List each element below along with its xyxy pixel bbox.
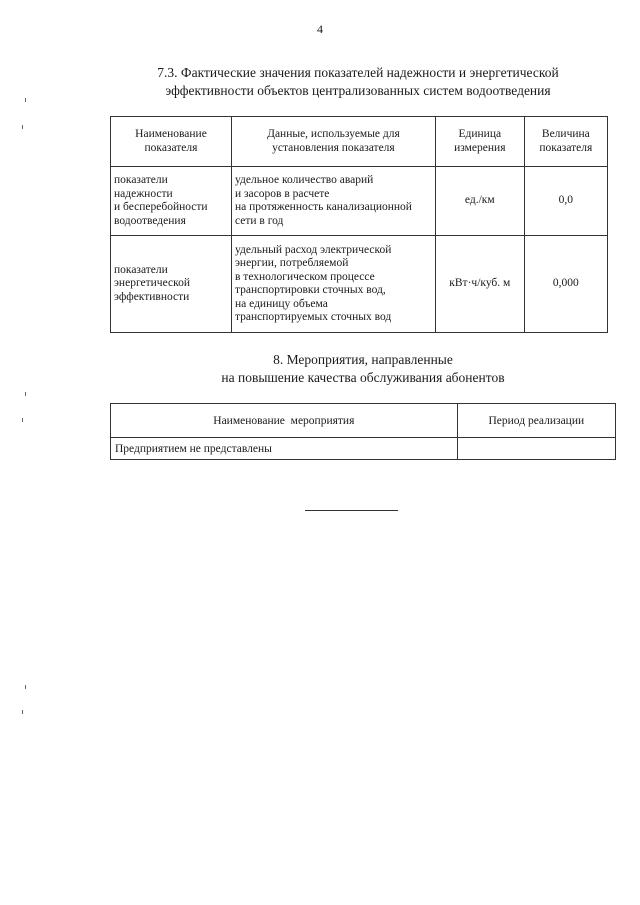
section-8-title-line-1: 8. Мероприятия, направленные	[273, 352, 453, 367]
source-data-cell	[231, 236, 435, 333]
source-data-line: и засоров в расчете	[234, 187, 330, 200]
unit-cell: кВт·ч/куб. м	[435, 236, 524, 333]
source-data-line: удельное количество аварий	[234, 174, 374, 186]
scan-margin-mark	[22, 418, 23, 422]
source-data-line: транспортируемых сточных вод	[234, 311, 392, 323]
section-7-3-title	[110, 64, 606, 100]
scan-margin-mark	[22, 125, 23, 129]
header-measure-name: Наименование мероприятия	[111, 404, 458, 438]
header-indicator-name	[111, 117, 232, 167]
scan-margin-mark	[25, 685, 26, 689]
section-8-title-line-2: на повышение качества обслуживания абонентов	[221, 370, 505, 385]
page-number: 4	[317, 22, 323, 36]
header-unit-line: Единица	[458, 128, 502, 140]
indicators-table	[110, 116, 608, 333]
scan-margin-mark	[22, 710, 23, 714]
header-indicator-name-line: показателя	[144, 141, 198, 154]
indicator-name-cell	[111, 236, 232, 333]
source-data-line: энергии, потребляемой	[234, 257, 349, 269]
header-unit-line: измерения	[454, 141, 506, 154]
header-value-line: показателя	[539, 141, 593, 154]
section-7-3-title-line-2: эффективности объектов централизованных систем водоотведения	[165, 83, 551, 98]
indicator-name-line: показатели	[114, 174, 168, 186]
measures-table	[110, 403, 616, 460]
end-of-document-rule	[305, 510, 398, 511]
source-data-line: транспортировки сточных вод,	[234, 284, 386, 296]
header-source-data-line: установления показателя	[272, 141, 395, 154]
table-row	[111, 167, 608, 236]
measure-name-cell: Предприятием не представлены	[111, 438, 458, 460]
indicator-name-line: и бесперебойности	[114, 201, 208, 213]
source-data-line: в технологическом процессе	[234, 270, 375, 283]
indicator-name-line: энергетической	[114, 277, 190, 290]
header-period: Период реализации	[457, 404, 615, 438]
source-data-line: на протяженность канализационной	[234, 201, 412, 213]
header-value-line: Величина	[541, 128, 590, 140]
unit-cell: ед./км	[435, 167, 524, 236]
value-cell: 0,0	[524, 167, 607, 236]
indicator-name-line: эффективности	[114, 290, 190, 303]
header-source-data	[231, 117, 435, 167]
table-row	[111, 236, 608, 333]
header-value	[524, 117, 607, 167]
indicator-name-line: надежности	[114, 187, 173, 200]
indicators-header-row	[111, 117, 608, 167]
header-unit	[435, 117, 524, 167]
source-data-line: сети в год	[234, 214, 284, 227]
section-7-3-title-line-1: 7.3. Фактические значения показателей надежности и энергетической	[157, 65, 559, 80]
header-indicator-name-line: Наименование	[135, 128, 207, 140]
indicator-name-line: показатели	[114, 263, 168, 276]
indicator-name-cell	[111, 167, 232, 236]
value-cell: 0,000	[524, 236, 607, 333]
table-row	[111, 438, 616, 460]
source-data-line: на единицу объема	[234, 297, 328, 310]
measures-header-row	[111, 404, 616, 438]
source-data-cell	[231, 167, 435, 236]
source-data-line: удельный расход электрической	[234, 243, 392, 256]
scan-margin-mark	[25, 98, 26, 102]
header-source-data-line: Данные, используемые для	[267, 128, 400, 140]
section-8-title	[110, 351, 616, 387]
scan-margin-mark	[25, 392, 26, 396]
indicator-name-line: водоотведения	[114, 214, 186, 227]
period-cell	[457, 438, 615, 460]
